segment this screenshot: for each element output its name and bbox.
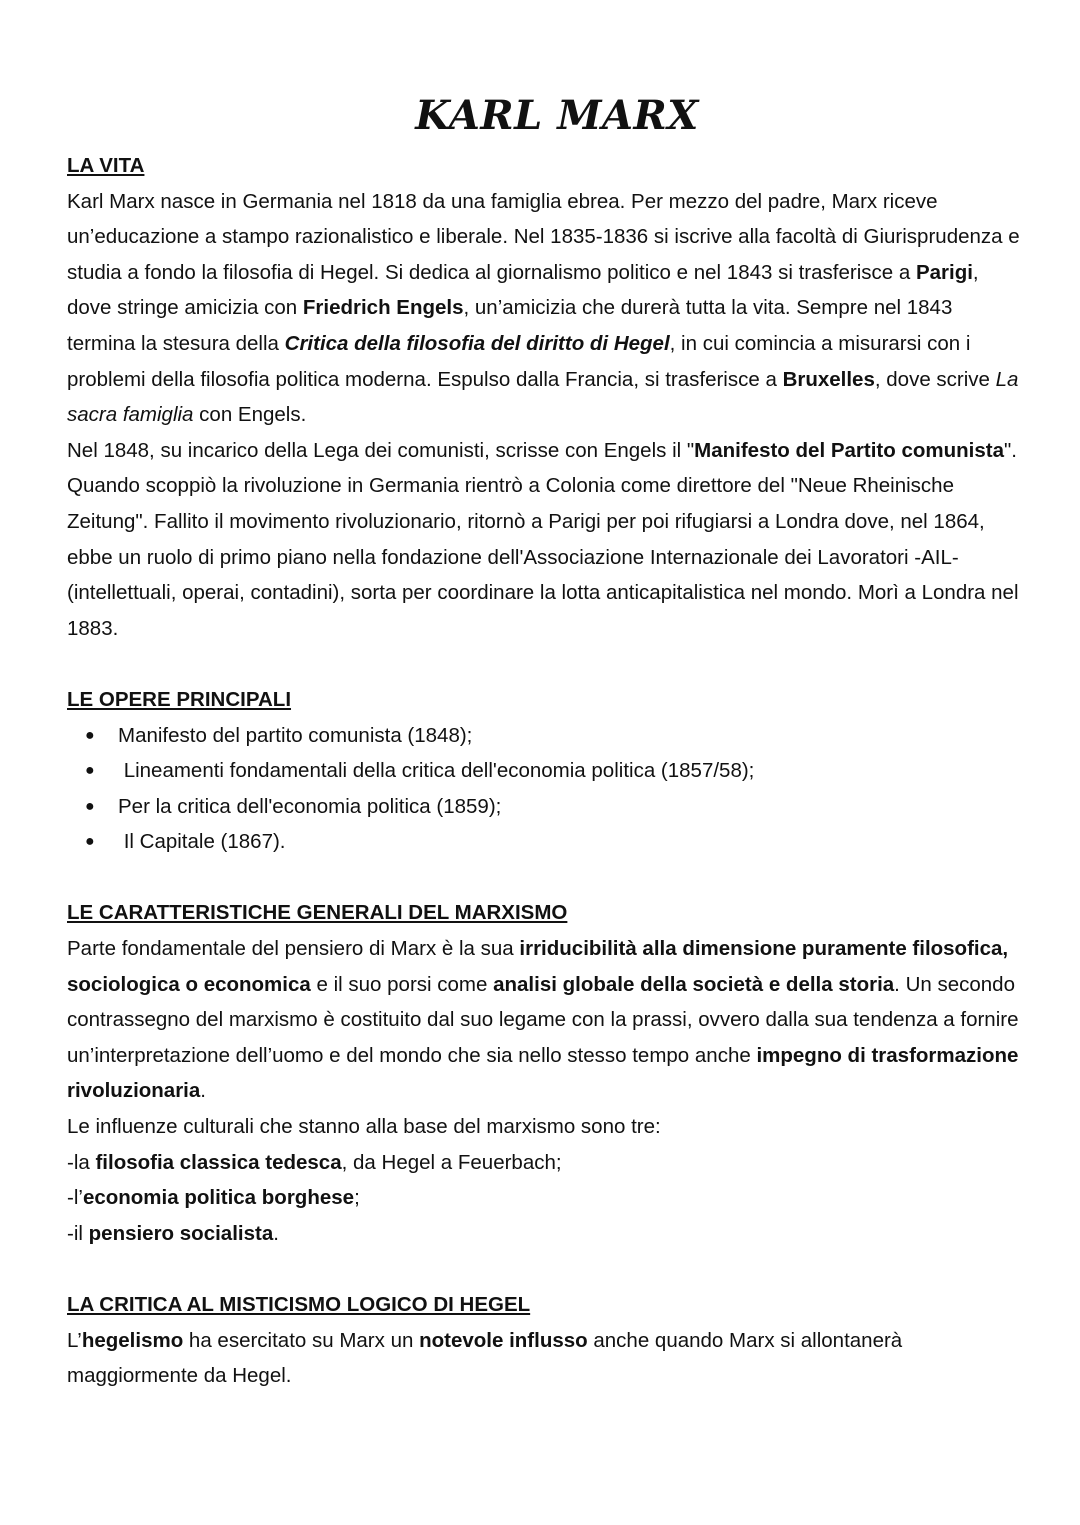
section-heading-critica: LA CRITICA AL MISTICISMO LOGICO DI HEGEL: [67, 1293, 531, 1316]
bullet-icon: ●: [85, 726, 95, 744]
section-heading-opere: LE OPERE PRINCIPALI: [67, 687, 292, 711]
bold-analisi-globale: analisi globale della società e della storia: [493, 972, 895, 996]
opere-list: [67, 718, 1022, 860]
section-heading-caratteristiche: LE CARATTERISTICHE GENERALI DEL MARXISMO: [67, 901, 568, 925]
influenza-item: -la filosofia classica tedesca, da Hegel a Feuerbach;: [67, 1150, 562, 1174]
paragraph-caratteristiche: Parte fondamentale del pensiero di Marx è la sua irriducibilità alla dimensione puramente filosofica, sociologica o economica e il suo porsi come analisi globale della società e della storia. Un secondo contrassegno del marxismo è costituito dal suo legame con la prassi, ovvero dalla sua tendenza a fornire un’interpretazione dell’uomo e del mondo che sia nello stesso tempo anche impegno di trasformazione rivoluzionaria.: [67, 937, 1019, 1103]
paragraph-influenze-intro: Le influenze culturali che stanno alla base del marxismo sono tre:: [67, 1115, 661, 1139]
list-item: ● Lineamenti fondamentali della critica dell'economia politica (1857/58);: [67, 753, 1022, 789]
paragraph-vita-2: Nel 1848, su incarico della Lega dei comunisti, scrisse con Engels il "Manifesto del Partito comunista". Quando scoppiò la rivoluzione in Germania rientrò a Colonia come direttore del "Neue Rheinische Zeitung". Fallito il movimento rivoluzionario, ritornò a Parigi per poi rifugiarsi a Londra dove, nel 1864, ebbe un ruolo di primo piano nella fondazione dell'Associazione Internazionale dei Lavoratori -AIL- (intellettuali, operai, contadini), sorta per coordinare la lotta anticapitalistica nel mondo. Morì a Londra nel 1883.: [67, 438, 1019, 640]
influenza-item: -l’economia politica borghese;: [67, 1186, 360, 1210]
bold-italic-critica: Critica della filosofia del diritto di Hegel: [284, 331, 670, 355]
list-item: ● Manifesto del partito comunista (1848);: [67, 718, 1022, 754]
bold-hegelismo: hegelismo: [81, 1328, 184, 1352]
paragraph-critica: L’hegelismo ha esercitato su Marx un notevole influsso anche quando Marx si allontanerà maggiormente da Hegel.: [67, 1328, 903, 1388]
paragraph-vita-1: Karl Marx nasce in Germania nel 1818 da una famiglia ebrea. Per mezzo del padre, Marx riceve un’educazione a stampo razionalistico e liberale. Nel 1835-1836 si iscrive alla facoltà di Giurisprudenza e studia a fondo la filosofia di Hegel. Si dedica al giornalismo politico e nel 1843 si trasferisce a Parigi, dove stringe amicizia con Friedrich Engels, un’amicizia che durerà tutta la vita. Sempre nel 1843 termina la stesura della Critica della filosofia del diritto di Hegel, in cui comincia a misurarsi con i problemi della filosofia politica moderna. Espulso dalla Francia, si trasferisce a Bruxelles, dove scrive La sacra famiglia con Engels.: [67, 189, 1020, 427]
bold-engels: Friedrich Engels: [302, 296, 464, 320]
italic-sacra-famiglia: La sacra famiglia: [67, 367, 1019, 427]
bold-irriducibilita: irriducibilità alla dimensione puramente filosofica, sociologica o economica: [67, 937, 1009, 996]
bold-notevole-influsso: notevole influsso: [419, 1328, 588, 1352]
bold-bruxelles: Bruxelles: [782, 367, 875, 391]
document-title: KARL MARX: [415, 92, 699, 139]
list-item: ● Per la critica dell'economia politica (1859);: [67, 789, 1022, 825]
bullet-icon: ●: [85, 797, 95, 815]
section-heading-vita: LA VITA: [67, 154, 145, 177]
bullet-icon: ●: [85, 762, 95, 780]
bold-manifesto: Manifesto del Partito comunista: [694, 438, 1004, 462]
influenza-item: -il pensiero socialista.: [67, 1221, 279, 1245]
document-page: [67, 88, 1022, 1394]
bullet-icon: ●: [85, 833, 95, 851]
list-item: ● Il Capitale (1867).: [67, 824, 1022, 860]
bold-impegno: impegno di trasformazione rivoluzionaria: [67, 1043, 1019, 1103]
bold-parigi: Parigi: [915, 260, 973, 284]
